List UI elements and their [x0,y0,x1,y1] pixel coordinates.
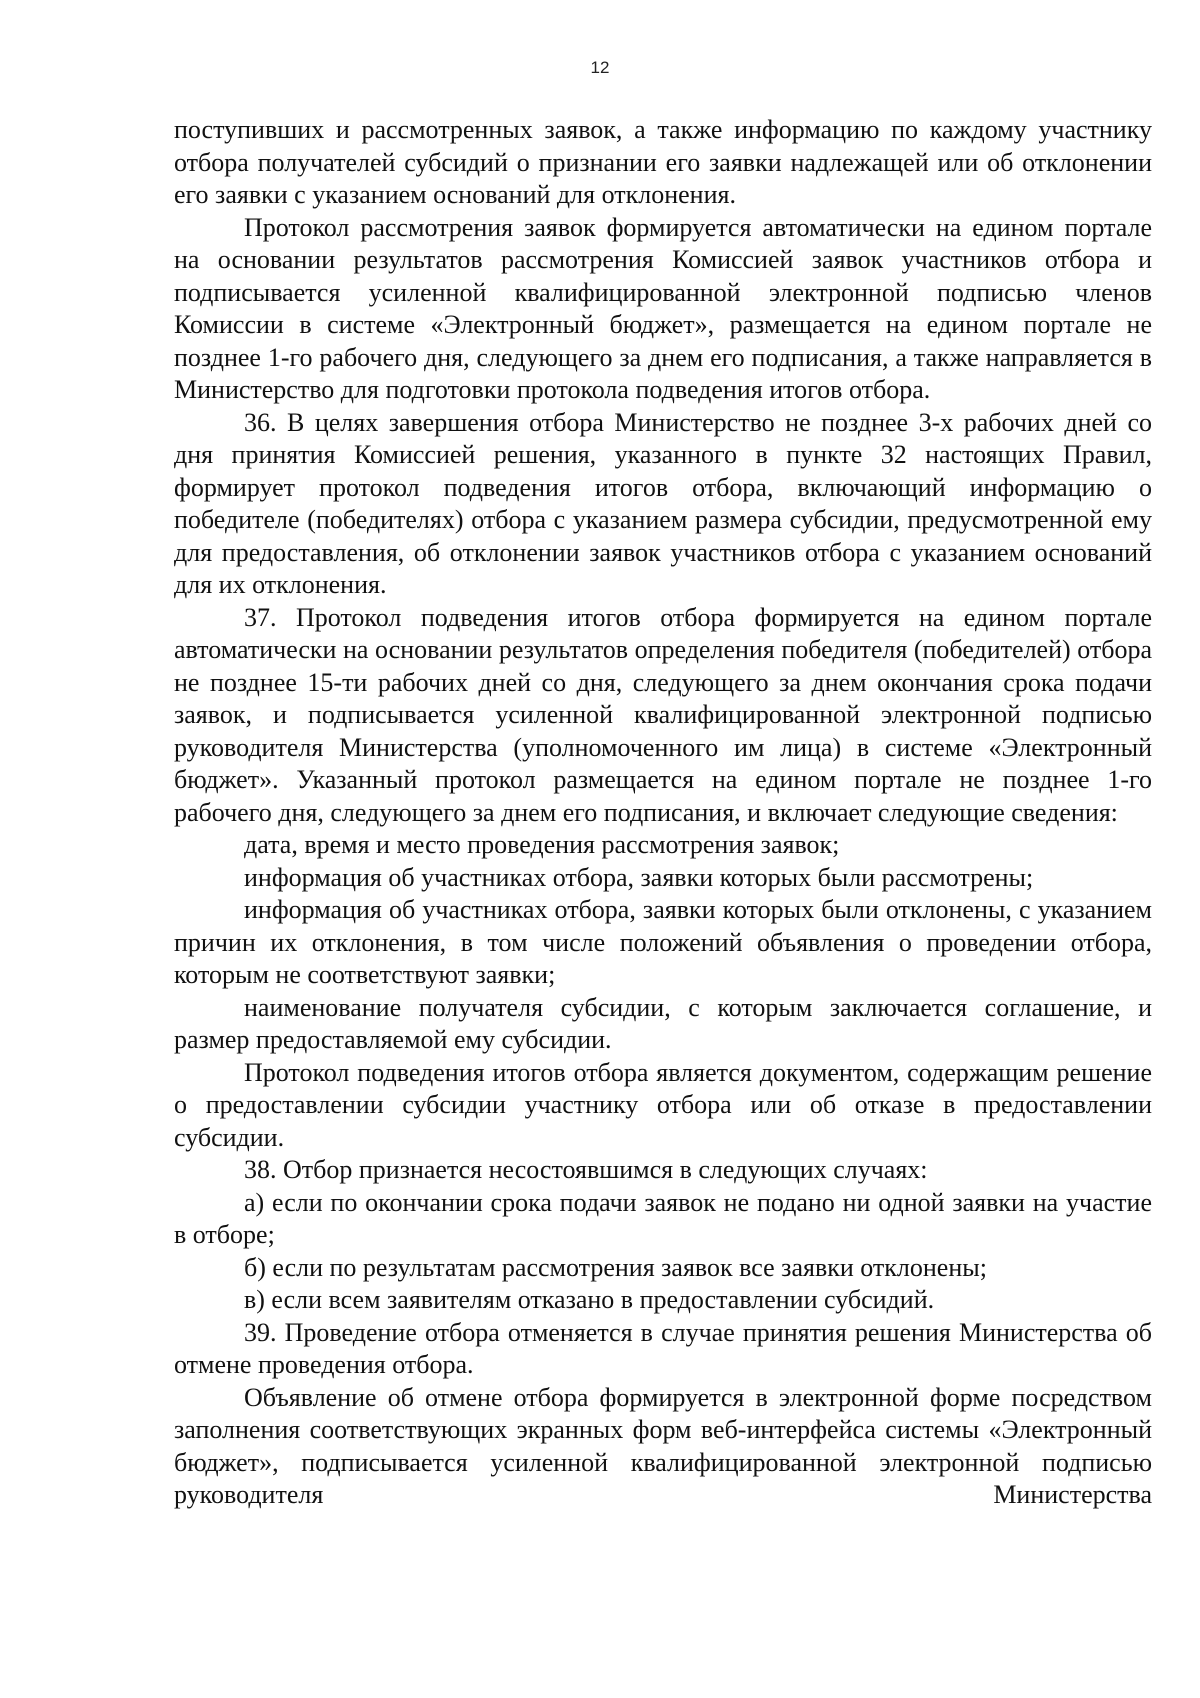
list-item-reviewed: информация об участниках отбора, заявки которых были рассмотрены; [244,862,1034,892]
paragraph-36: 36. В целях завершения отбора Министерство не позднее 3-х рабочих дней со дня принятия Комиссией решения, указанного в пункте 32 настоящих Правил, формирует протокол подведения итогов отбора, включающий информацию о победителе (победителях) отбора с указанием размера субсидии, предусмотренной ему для предоставления, об отклонении заявок участников отбора с указанием оснований для их отклонения. [174,407,1152,599]
paragraph-cancel-announcement: Объявление об отмене отбора формируется в электронной форме посредством заполнения соответствующих экранных форм веб-интерфейса системы «Электронный бюджет», подписывается усиленной квалифицированной электронной подписью руководителя Министерства [174,1382,1152,1509]
list-item-rejected: информация об участниках отбора, заявки которых были отклонены, с указанием причин их отклонения, в том числе положений объявления о проведении отбора, которым не соответствуют заявки; [174,895,1152,989]
list-item-v: в) если всем заявителям отказано в предоставлении субсидий. [244,1285,935,1314]
paragraph-39: 39. Проведение отбора отменяется в случае принятия решения Министерства об отмене проведения отбора. [174,1317,1152,1379]
list-item-a: а) если по окончании срока подачи заявок не подано ни одной заявки на участие в отборе; [174,1187,1152,1249]
list-item-recipient: наименование получателя субсидии, с которым заключается соглашение, и размер предоставляемой ему субсидии. [174,992,1152,1054]
paragraph-37: 37. Протокол подведения итогов отбора формируется на едином портале автоматически на основании результатов определения победителя (победителей) отбора не позднее 15-ти рабочих дней со дня, следующего за днем окончания срока подачи заявок, и подписывается усиленной квалифицированной электронной подписью руководителя Министерства (уполномоченного им лица) в системе «Электронный бюджет». Указанный протокол размещается на едином портале не позднее 1-го рабочего дня, следующего за днем его подписания, и включает следующие сведения: [174,602,1152,827]
paragraph-1: поступивших и рассмотренных заявок, а также информацию по каждому участнику отбора получателей субсидий о признании его заявки надлежащей или об отклонении его заявки с указанием оснований для отклонения. [174,115,1152,209]
paragraph-38: 38. Отбор признается несостоявшимся в следующих случаях: [244,1155,928,1184]
list-item-b: б) если по результатам рассмотрения заявок все заявки отклонены; [244,1252,987,1282]
document-body [174,114,1152,1512]
paragraph-protocol-decision: Протокол подведения итогов отбора является документом, содержащим решение о предоставлении субсидии участнику отбора или об отказе в предоставлении субсидии. [174,1057,1152,1152]
list-item-date: дата, время и место проведения рассмотрения заявок; [244,830,840,859]
page-number: 12 [590,58,610,77]
paragraph-2: Протокол рассмотрения заявок формируется автоматически на едином портале на основании результатов рассмотрения Комиссией заявок участников отбора и подписывается усиленной квалифицированной электронной подписью членов Комиссии в системе «Электронный бюджет», размещается на едином портале не позднее 1-го рабочего дня, следующего за днем его подписания, а также направляется в Министерство для подготовки протокола подведения итогов отбора. [174,212,1152,404]
